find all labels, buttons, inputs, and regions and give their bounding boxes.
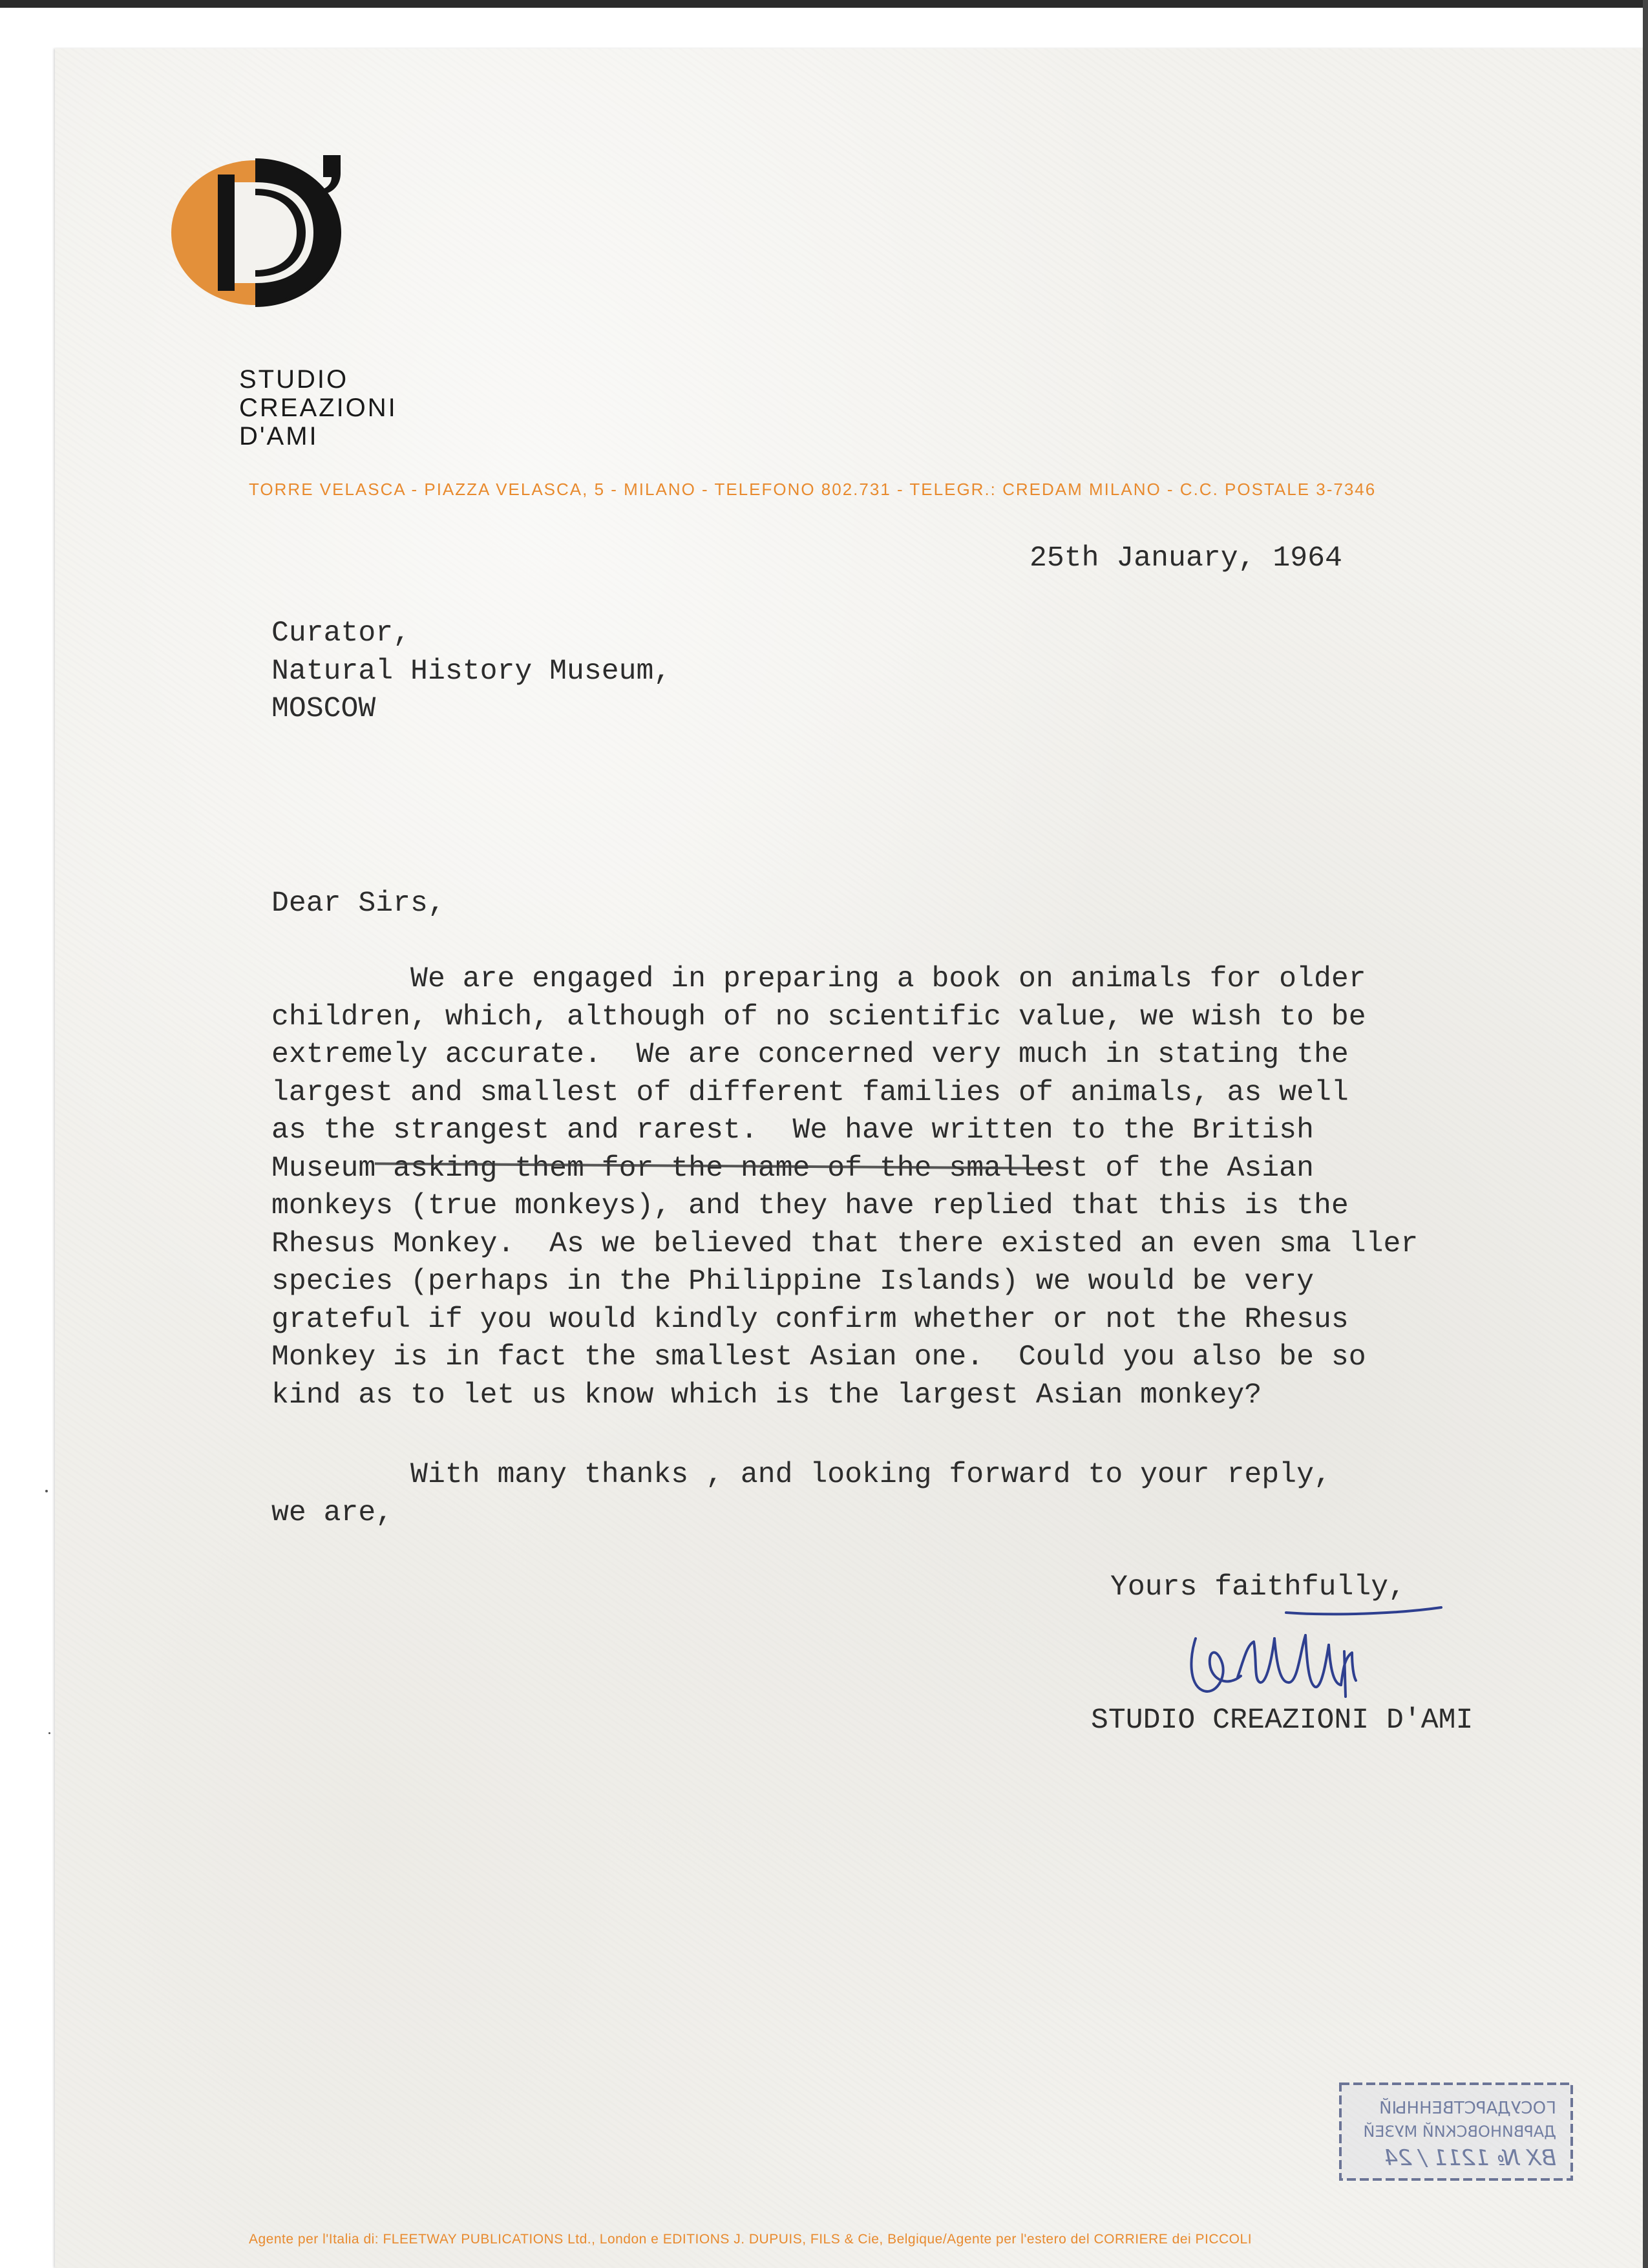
body-line: children, which, although of no scientific value, we wish to be: [271, 1001, 1366, 1033]
paper-speck: [45, 1490, 48, 1492]
body-line: extremely accurate. We are concerned very much in stating the: [271, 1039, 1349, 1071]
recipient-line: Natural History Museum,: [271, 655, 671, 688]
sign-off: Yours faithfully,: [1110, 1571, 1406, 1604]
stamp-line: ДАРВИНОВСКИЙ МУЗЕЙ: [1363, 2123, 1556, 2141]
company-name-line: STUDIO: [239, 365, 349, 394]
body-paragraph: [271, 960, 1418, 1414]
body-line: largest and smallest of different families of animals, as well: [271, 1076, 1349, 1109]
body-line: We are engaged in preparing a book on animals for older: [271, 963, 1366, 995]
archive-stamp: [1336, 2080, 1576, 2183]
studio-dami-logo: [158, 149, 385, 317]
body-line: Museum asking them for the name of the smallest of the Asian: [271, 1152, 1314, 1185]
company-name: [239, 365, 397, 450]
letterhead-footer: Agente per l'Italia di: FLEETWAY PUBLICATIONS Ltd., London e EDITIONS J. DUPUIS, FILS & Cie, Belgique/Agente per l'estero del CORRIERE dei PICCOLI: [249, 2232, 1252, 2247]
recipient-line: Curator,: [271, 617, 411, 650]
body-line: Rhesus Monkey. As we believed that there existed an even sma ller: [271, 1227, 1419, 1260]
body-line: kind as to let us know which is the largest Asian monkey?: [271, 1379, 1262, 1412]
salutation: Dear Sirs,: [271, 887, 445, 920]
body-line: Monkey is in fact the smallest Asian one. Could you also be so: [271, 1341, 1366, 1373]
recipient-block: [271, 615, 671, 728]
sender-name: STUDIO CREAZIONI D'AMI: [1091, 1704, 1474, 1737]
closing-line: we are,: [271, 1496, 394, 1529]
body-line: as the strangest and rarest. We have written to the British: [271, 1114, 1314, 1147]
letterhead-address: TORRE VELASCA - PIAZZA VELASCA, 5 - MILANO - TELEFONO 802.731 - TELEGR.: CREDAM MILANO - C.C. POSTALE 3-7346: [249, 480, 1377, 499]
scan-right-edge: [1643, 0, 1648, 2268]
paper-speck: [48, 1732, 50, 1734]
company-name-line: CREAZIONI: [239, 394, 397, 422]
body-line: monkeys (true monkeys), and they have replied that this is the: [271, 1190, 1349, 1222]
closing-line: With many thanks , and looking forward to your reply,: [271, 1459, 1331, 1491]
letter-date: 25th January, 1964: [1030, 542, 1342, 575]
stamp-line: ВХ № 1211 / 24: [1384, 2145, 1556, 2171]
body-line: species (perhaps in the Philippine Islands) we would be very: [271, 1266, 1314, 1298]
scan-top-edge: [0, 0, 1648, 8]
recipient-line: MOSCOW: [271, 693, 376, 725]
body-line: grateful if you would kindly confirm whether or not the Rhesus: [271, 1303, 1349, 1336]
handwritten-signature: [1183, 1600, 1461, 1710]
stamp-line: ГОСУДАРСТВЕННЫЙ: [1379, 2099, 1556, 2118]
company-name-line: D'AMI: [239, 422, 319, 450]
closing-paragraph: [271, 1456, 1331, 1532]
